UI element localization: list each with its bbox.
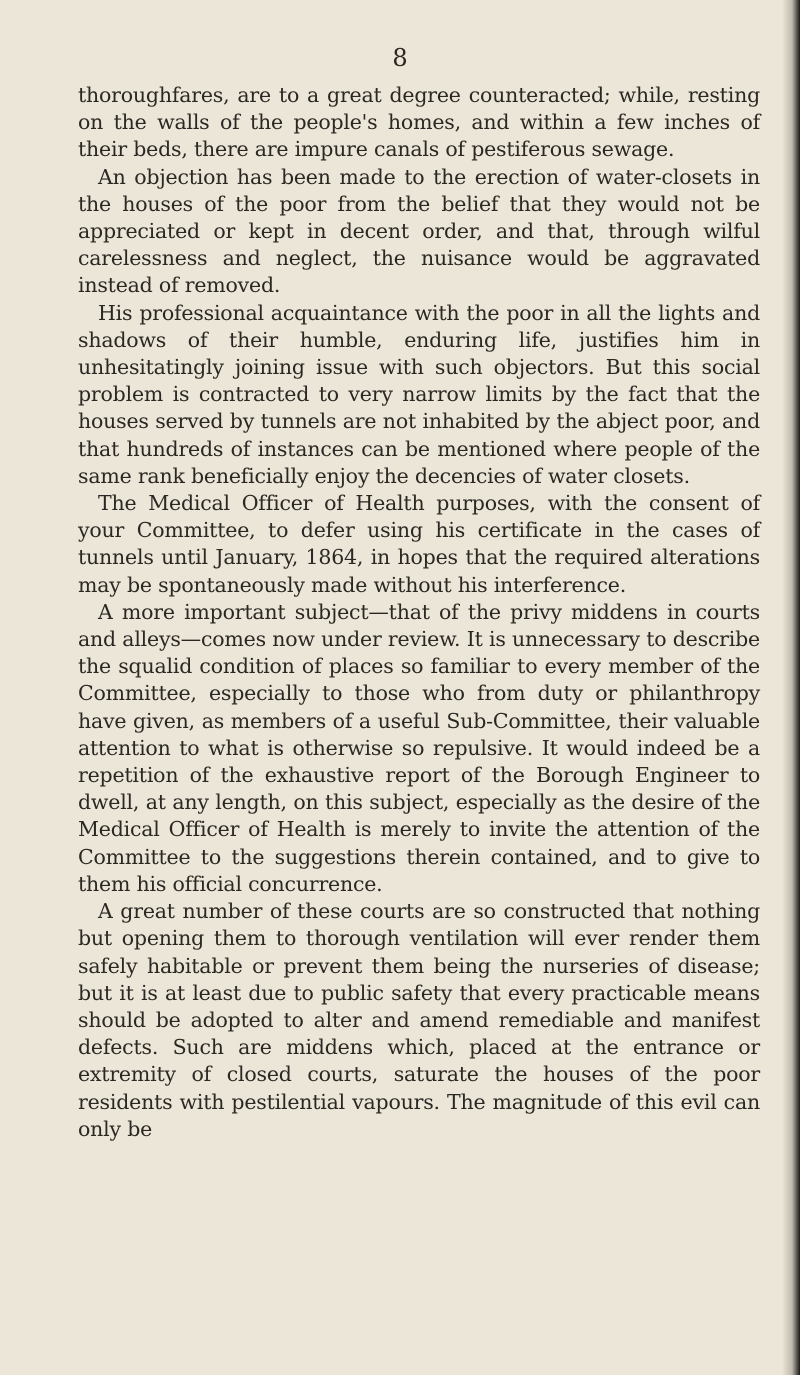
paragraph-objection: An objection has been made to the erection of water-closets in the houses of the poor from the belief that they would not be appreciated or kept in decent order, and that, through wilful carelessness and neglect, the nuisance would be aggravated instead of removed. (78, 164, 760, 298)
paragraph-professional-acquaintance: His professional acquaintance with the poor in all the lights and shadows of their humble, enduring life, justifies him in unhesitatingly joining issue with such objectors. But this social problem is contracted to very narrow limits by the fact that the houses served by tunnels are not inhabited by the abject poor, and that hundreds of instances can be mentioned where people of the same rank beneficially enjoy the decencies of water closets. (78, 300, 760, 488)
page-edge-shadow (782, 0, 800, 1375)
page-number: 8 (392, 44, 408, 72)
paragraph-courts: A great number of these courts are so constructed that nothing but opening them to thorough ventilation will ever render them safely habitable or prevent them being the nurseries of disease; but it is at least due to public safety that every practicable means should be adopted to alter and amend remediable and manifest defects. Such are middens which, placed at the entrance or extremity of closed courts, saturate the houses of the poor residents with pestilential vapours. The magnitude of this evil can only be (78, 899, 760, 1141)
paragraph-continuation: thoroughfares, are to a great degree counteracted; while, resting on the walls of the people's homes, and within a few inches of their beds, there are impure canals of pestiferous sewage. (78, 83, 760, 162)
paragraph-medical-officer: The Medical Officer of Health purposes, with the consent of your Committee, to defer using his certificate in the cases of tunnels until January, 1864, in hopes that the required alterations may be spontaneously made without his interference. (78, 491, 760, 597)
paragraph-privy-middens: A more important subject—that of the privy middens in courts and alleys—comes now under review. It is unnecessary to describe the squalid condition of places so familiar to every member of the Committee, especially to those who from duty or philanthropy have given, as members of a useful Sub-Committee, their valuable attention to what is otherwise so repulsive. It would indeed be a repetition of the exhaustive report of the Borough Engineer to dwell, at any length, on this subject, especially as the desire of the Medical Officer of Health is merely to invite the attention of the Committee to the suggestions therein contained, and to give to them his official concurrence. (78, 599, 760, 896)
body-text (78, 82, 760, 1143)
